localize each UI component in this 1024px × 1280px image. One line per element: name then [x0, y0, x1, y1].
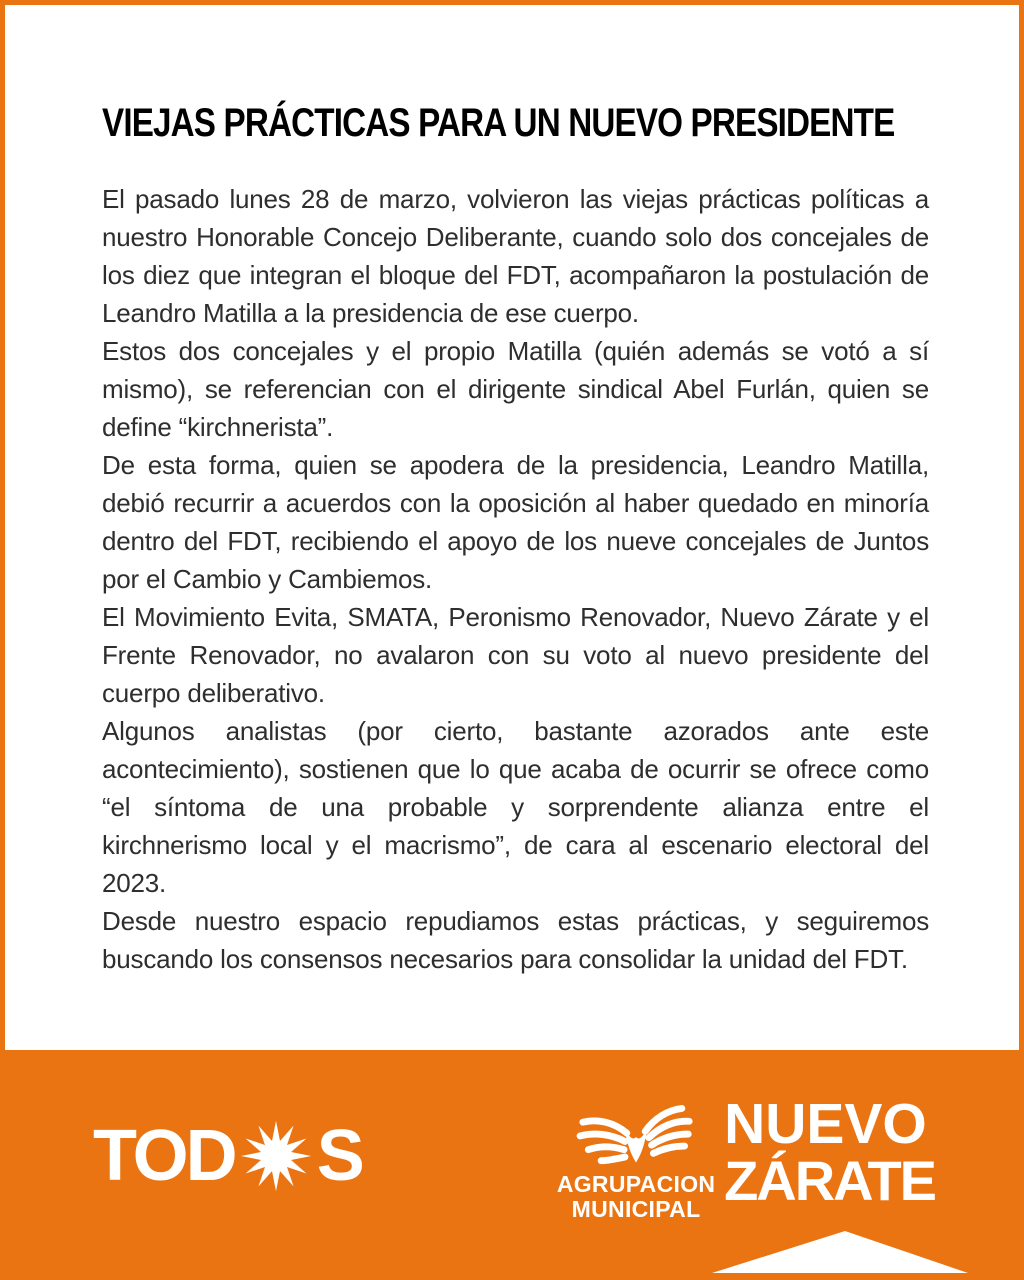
brand-name-block [724, 1092, 935, 1212]
article [5, 5, 1019, 978]
todos-logo-text-right: S [316, 1116, 362, 1196]
footer-band [5, 1050, 1019, 1275]
paragraph-2: Estos dos concejales y el propio Matilla (quién además se votó a sí mismo), se referencian con el dirigente sindical Abel Furlán, quien se define “kirchnerista”. [102, 336, 929, 442]
zarate-label: ZÁRATE [724, 1149, 935, 1212]
agrupacion-block [556, 1096, 716, 1222]
paragraph-4: El Movimiento Evita, SMATA, Peronismo Renovador, Nuevo Zárate y el Frente Renovador, no avalaron con su voto al nuevo presidente del cuerpo deliberativo. [102, 602, 929, 708]
todos-logo-text-left: TOD [93, 1116, 235, 1196]
paragraph-1: El pasado lunes 28 de marzo, volvieron las viejas prácticas políticas a nuestro Honorable Concejo Deliberante, cuando solo dos concejales de los diez que integran el bloque del FDT, acompañaron la postulación de Leandro Matilla a la presidencia de ese cuerpo. [102, 184, 929, 328]
dove-hands-icon [570, 1102, 702, 1168]
paragraph-6: Desde nuestro espacio repudiamos estas prácticas, y seguiremos buscando los consensos necesarios para consolidar la unidad del FDT. [102, 906, 929, 974]
roof-triangle-icon [712, 1231, 968, 1273]
sun-icon [237, 1117, 315, 1195]
todos-logo [93, 1116, 362, 1196]
agrupacion-label: AGRUPACION [556, 1171, 716, 1197]
nuevo-zarate-logo [556, 1092, 935, 1222]
municipal-label: MUNICIPAL [571, 1196, 701, 1222]
article-body [102, 180, 929, 978]
paragraph-3: De esta forma, quien se apodera de la presidencia, Leandro Matilla, debió recurrir a acuerdos con la oposición al haber quedado en minoría dentro del FDT, recibiendo el apoyo de los nueve concejales de Juntos por el Cambio y Cambiemos. [102, 450, 929, 594]
article-title: VIEJAS PRÁCTICAS PARA UN NUEVO PRESIDENTE [102, 101, 895, 145]
nuevo-label: NUEVO [724, 1092, 927, 1156]
paragraph-5: Algunos analistas (por cierto, bastante azorados ante este acontecimiento), sostienen que lo que acaba de ocurrir se ofrece como “el síntoma de una probable y sorprendente alianza entre el kirchnerismo local y el macrismo”, de cara al escenario electoral del 2023. [102, 716, 929, 898]
